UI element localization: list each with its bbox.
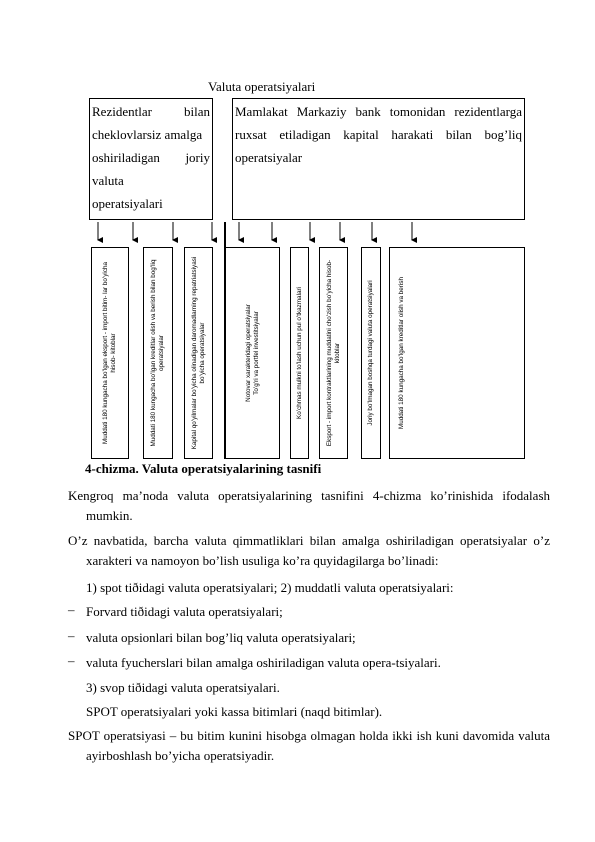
paragraph-2 [68, 531, 550, 571]
box-left-line-4: valuta [92, 173, 124, 188]
list-item-3: valuta fyucherslari bilan amalga oshiriladigan valuta opera-tsiyalari. [86, 655, 441, 670]
paragraph-5: SPOT operatsiyalari yoki kassa bitimlari (naqd bitimlar). [86, 704, 383, 719]
paragraph-4: 3) svop tiðidagi valuta operatsiyalari. [86, 680, 280, 695]
category-label-3: Kapital qo’yilmalar bo’yicha olinadigan daromadlarning repatriatsiyasi bo’yicha operatsiyalar [190, 256, 206, 450]
category-label-2: Muddati 180 kungacha bo’lgan kreditlar olish va berish bilan bog’liq operatsiyalar [150, 259, 165, 447]
category-label-5: Ko’chmas mulkni to’lash uchun pul o’tkazmalari [295, 287, 303, 419]
paragraph-2-text: O’z navbatida, barcha valuta qimmatliklari bilan amalga oshiriladigan operatsiyalar o’z xarakteri va namoyon bo’lish usuliga ko’ra quyidagilarga bo’linadi: [68, 533, 550, 568]
diagram-title: Valuta operatsiyalari [208, 79, 316, 94]
category-box-3 [184, 247, 213, 459]
category-label-4a: Notovar xarakteridagi operatsiyalar [244, 304, 252, 402]
category-box-6 [319, 247, 348, 459]
category-box-5 [290, 247, 309, 459]
category-box-4 [226, 247, 280, 459]
category-label-6: Eksport - import kontraktlarining muddatini cho’zish bo’yicha hisob- kitoblar [325, 259, 341, 447]
list-dash-2: – [68, 628, 75, 643]
category-box-7 [361, 247, 381, 459]
box-capital-operations [232, 98, 525, 220]
list-item-2: valuta opsionlari bilan bog’liq valuta operatsiyalari; [86, 630, 356, 645]
category-label-1: Muddati 180 kungacha bo’lgan eksport - import bitim- lar bo’yicha hisob- kitoblar [102, 262, 117, 445]
category-label-8: Muddati 180 kungacha bo’lgan kreditlar olish va berish [398, 277, 405, 429]
category-label-7: Joriy bo’lmagan boshqa turdagi valuta operatsiyalari [367, 280, 374, 426]
category-label-4b: To’g’ri va portfel investitsiyalar [252, 311, 260, 395]
box-right-text: Mamlakat Markaziy bank tomonidan rezidentlarga ruxsat etiladigan kapital harakati bilan bog’liq operatsiyalar [235, 104, 522, 165]
list-item-1: Forvard tiðidagi valuta operatsiyalari; [86, 604, 283, 619]
category-label-4 [245, 253, 261, 453]
paragraph-1 [68, 486, 550, 526]
list-dash-1: – [68, 602, 75, 617]
paragraph-1-text: Kengroq ma’noda valuta operatsiyalarining tasnifini 4-chizma ko’rinishida ifodalash mumkin. [68, 488, 550, 523]
paragraph-6-text: SPOT operatsiyasi – bu bitim kunini hisobga olmagan holda ikki ish kuni davomida valuta ayirboshlash bo’yicha operatsiyadir. [68, 728, 550, 763]
box-left-line-1: Rezidentlar bilan [92, 104, 210, 119]
box-left-line-5: operatsiyalari [92, 196, 163, 211]
box-current-operations [89, 98, 213, 220]
paragraph-3: 1) spot tiðidagi valuta operatsiyalari; 2) muddatli valuta operatsiyalari: [86, 580, 454, 595]
category-box-8 [389, 247, 525, 459]
paragraph-6 [68, 726, 550, 766]
category-box-2 [143, 247, 173, 459]
list-dash-3: – [68, 653, 75, 668]
category-box-1 [91, 247, 129, 459]
box-left-line-3: oshiriladigan joriy [92, 150, 210, 165]
figure-caption: 4-chizma. Valuta operatsiyalarining tasnifi [85, 461, 322, 476]
box-left-line-2: cheklovlarsiz amalga [92, 127, 203, 142]
